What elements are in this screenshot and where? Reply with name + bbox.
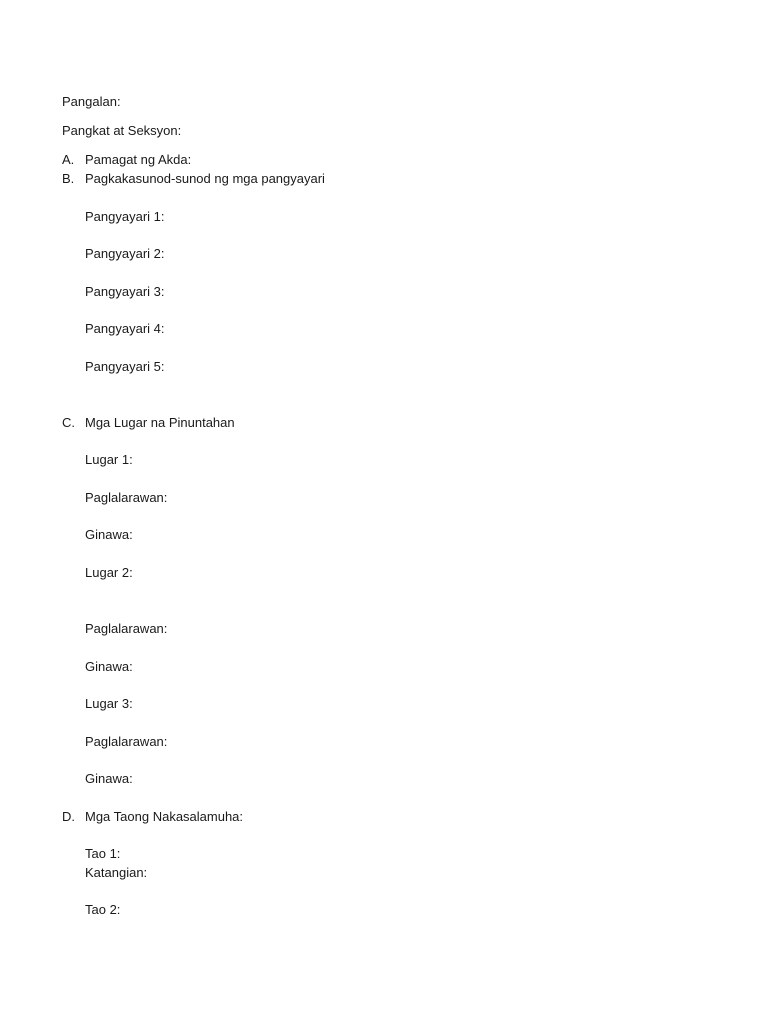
event-4: Pangyayari 4:: [85, 321, 165, 336]
section-c-title: Mga Lugar na Pinuntahan: [85, 415, 235, 430]
event-3: Pangyayari 3:: [85, 284, 165, 299]
place-1: Lugar 1:: [85, 452, 133, 467]
section-b-title: Pagkakasunod-sunod ng mga pangyayari: [85, 171, 325, 186]
place-2-done: Ginawa:: [85, 659, 133, 674]
section-c-letter: C.: [62, 415, 75, 430]
place-1-description: Paglalarawan:: [85, 490, 168, 505]
section-a-letter: A.: [62, 152, 75, 167]
section-d-letter: D.: [62, 809, 75, 824]
section-b-letter: B.: [62, 171, 75, 186]
event-2: Pangyayari 2:: [85, 246, 165, 261]
section-d-title: Mga Taong Nakasalamuha:: [85, 809, 244, 824]
place-2-description: Paglalarawan:: [85, 621, 168, 636]
section-a-title: Pamagat ng Akda:: [85, 152, 192, 167]
place-1-done: Ginawa:: [85, 527, 133, 542]
person-1-trait: Katangian:: [85, 865, 148, 880]
place-3: Lugar 3:: [85, 696, 133, 711]
section-label: Pangkat at Seksyon:: [62, 123, 182, 138]
place-2: Lugar 2:: [85, 565, 133, 580]
name-label: Pangalan:: [62, 94, 121, 109]
event-5: Pangyayari 5:: [85, 359, 165, 374]
person-1: Tao 1:: [85, 846, 121, 861]
place-3-description: Paglalarawan:: [85, 734, 168, 749]
event-1: Pangyayari 1:: [85, 209, 165, 224]
place-3-done: Ginawa:: [85, 771, 133, 786]
person-2: Tao 2:: [85, 902, 121, 917]
